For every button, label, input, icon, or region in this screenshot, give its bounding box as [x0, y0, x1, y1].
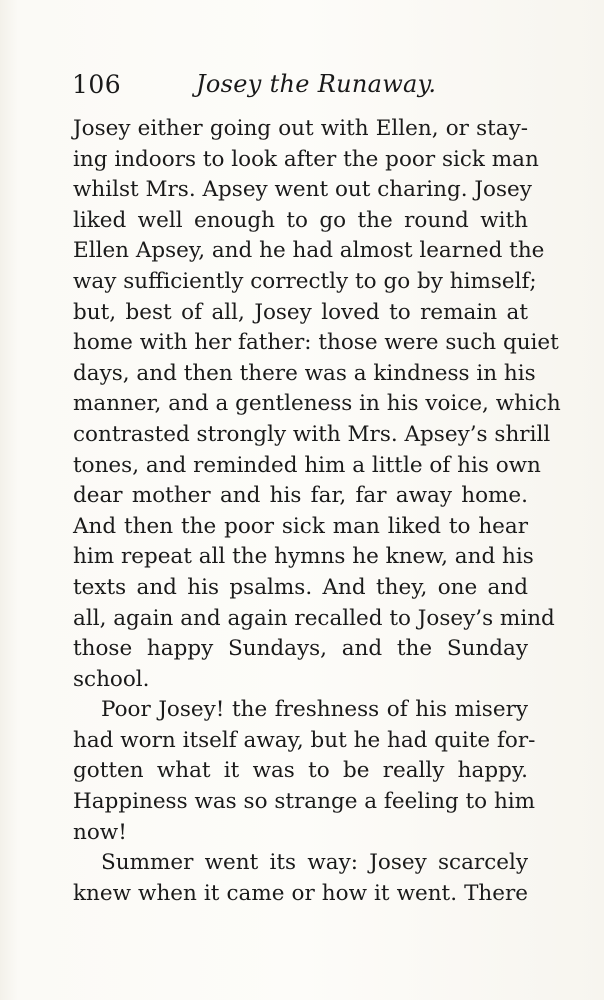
text-line: whilst Mrs. Apsey went out charing. Josey [73, 177, 532, 203]
text-line: days, and then there was a kindness in his [73, 360, 536, 386]
page-header [72, 66, 532, 106]
text-line: Ellen Apsey, and he had almost learned the [73, 238, 545, 264]
text-line: him repeat all the hymns he knew, and his [73, 544, 534, 570]
text-line: gotten what it was to be really happy. [73, 758, 528, 784]
text-line: texts and his psalms. And they, one and [73, 574, 528, 600]
text-line: those happy Sundays, and the Sunday [73, 636, 528, 662]
text-line: tones, and reminded him a little of his own [73, 452, 541, 478]
text-line: had worn itself away, but he had quite for- [73, 727, 536, 753]
text-line: home with her father: those were such quiet [73, 330, 559, 356]
text-line: all, again and again recalled to Josey’s mind [73, 605, 555, 631]
text-line: way sufficiently correctly to go by himself; [73, 268, 537, 294]
running-title: Josey the Runaway. [196, 70, 437, 98]
body-text [73, 114, 561, 909]
text-line: ing indoors to look after the poor sick man [73, 146, 539, 172]
text-line: dear mother and his far, far away home. [73, 483, 528, 509]
text-line: Poor Josey! the freshness of his misery [101, 697, 528, 723]
text-line: now! [73, 819, 127, 845]
text-line: Josey either going out with Ellen, or stay- [73, 116, 528, 141]
text-line: Summer went its way: Josey scarcely [101, 850, 528, 876]
text-line: knew when it came or how it went. There [73, 880, 528, 906]
text-line: but, best of all, Josey loved to remain at [73, 299, 528, 325]
text-line: manner, and a gentleness in his voice, which [73, 391, 561, 417]
text-line: contrasted strongly with Mrs. Apsey’s shrill [73, 421, 551, 447]
text-line: And then the poor sick man liked to hear [73, 513, 528, 539]
text-line: school. [73, 666, 150, 692]
text-line: liked well enough to go the round with [73, 207, 528, 233]
page-number: 106 [72, 70, 122, 99]
text-line: Happiness was so strange a feeling to him [73, 789, 536, 815]
